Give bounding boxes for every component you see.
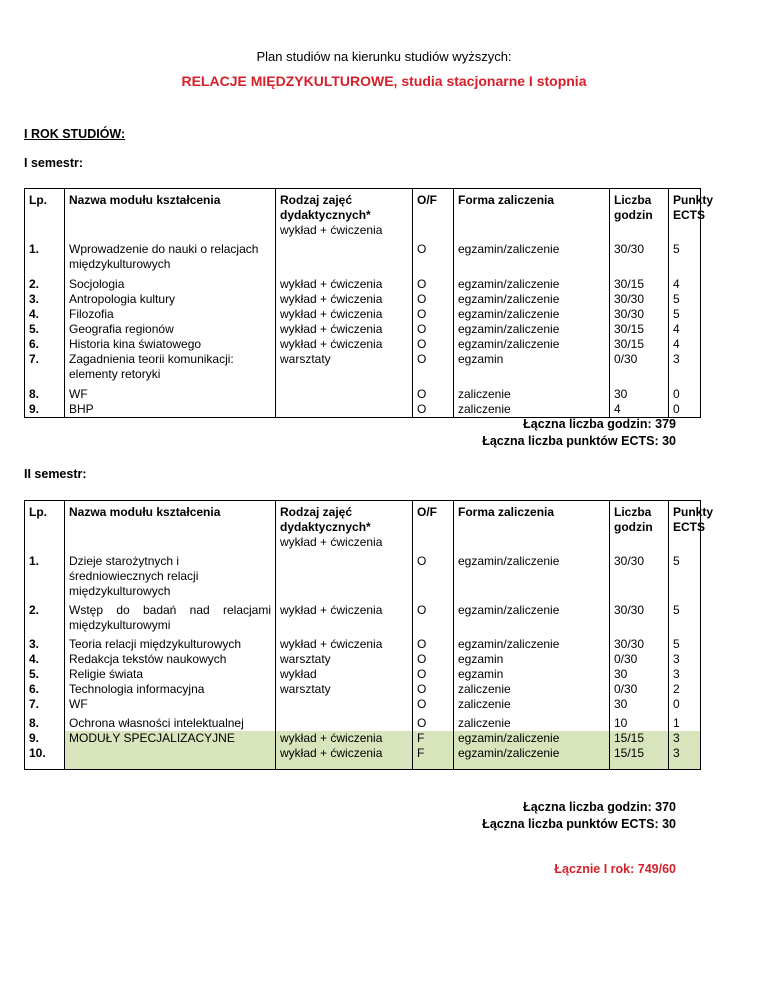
col-of: O/F [413,189,454,243]
table-row: 5. Religie świata wykład O egzamin 30 3 [25,667,701,682]
table-row: 6. Historia kina światowego wykład + ćwiczenia O egzamin/zaliczenie 30/15 4 [25,337,701,352]
semester2-summary [482,799,676,833]
semester2-title: II semestr: [24,467,87,481]
table-row: 2. Wstęp do badań nad relacjami międzykulturowymi wykład + ćwiczenia O egzamin/zaliczenie 30/30 5 [25,603,701,637]
year-total: Łącznie I rok: 749/60 [554,862,676,876]
semester1-table [24,188,714,418]
col-lp: Lp. [25,189,65,243]
plan-header-line: Plan studiów na kierunku studiów wyższych: [256,49,512,64]
semester2-header-row: Lp. Nazwa modułu kształcenia Rodzaj zajęć dydaktycznych* wykład + ćwiczenia O/F Forma zaliczenia Liczba godzin Punkty ECTS [25,501,701,555]
program-title: RELACJE MIĘDZYKULTUROWE, studia stacjonarne I stopnia [181,73,587,89]
semester2-total-hours: Łączna liczba godzin: 370 [523,800,676,814]
year-title: I ROK STUDIÓW: [24,127,126,141]
semester2-total-ects: Łączna liczba punktów ECTS: 30 [482,817,676,831]
table-row: 8. Ochrona własności intelektualnej O zaliczenie 10 1 [25,716,701,731]
table-row: 3. Teoria relacji międzykulturowych wykład + ćwiczenia O egzamin/zaliczenie 30/30 5 [25,637,701,652]
col-rodzaj: Rodzaj zajęć dydaktycznych* wykład + ćwiczenia [276,189,413,243]
table-row: 4. Redakcja tekstów naukowych warsztaty O egzamin 0/30 3 [25,652,701,667]
semester2-table [24,500,714,770]
s1-r1-rodzaj: wykład + ćwiczenia [280,223,383,237]
col-nazwa: Nazwa modułu kształcenia [65,189,276,243]
table-row: 1. Wprowadzenie do nauki o relacjach międzykulturowych O egzamin/zaliczenie 30/30 5 [25,242,701,277]
table-row: 2. Socjologia wykład + ćwiczenia O egzamin/zaliczenie 30/15 4 [25,277,701,292]
table-row: 7. WF O zaliczenie 30 0 [25,697,701,716]
table-row: 7. Zagadnienia teorii komunikacji: elementy retoryki warsztaty O egzamin 0/30 3 [25,352,701,387]
col-ects: Punkty ECTS [669,189,701,243]
table-row: 5. Geografia regionów wykład + ćwiczenia O egzamin/zaliczenie 30/15 4 [25,322,701,337]
semester1-header-row [25,189,701,243]
semester1-title: I semestr: [24,156,84,170]
table-row: 1. Dzieje starożytnych i średniowiecznych relacji międzykulturowych O egzamin/zaliczenie 30/30 5 [25,554,701,603]
table-row: 3. Antropologia kultury wykład + ćwiczenia O egzamin/zaliczenie 30/30 5 [25,292,701,307]
col-forma: Forma zaliczenia [454,189,610,243]
semester1-total-ects: Łączna liczba punktów ECTS: 30 [482,434,676,448]
table-row: 9. BHP O zaliczenie 4 0 [25,402,701,418]
table-row: 6. Technologia informacyjna warsztaty O zaliczenie 0/30 2 [25,682,701,697]
table-row: 8. WF O zaliczenie 30 0 [25,387,701,402]
col-godziny: Liczba godzin [610,189,669,243]
table-row: 4. Filozofia wykład + ćwiczenia O egzamin/zaliczenie 30/30 5 [25,307,701,322]
semester1-summary [482,416,676,450]
table-row: 10. wykład + ćwiczenia F egzamin/zaliczenie 15/15 3 [25,746,701,770]
semester1-total-hours: Łączna liczba godzin: 379 [523,417,676,431]
table-row: 9. MODUŁY SPECJALIZACYJNE wykład + ćwiczenia F egzamin/zaliczenie 15/15 3 [25,731,701,746]
